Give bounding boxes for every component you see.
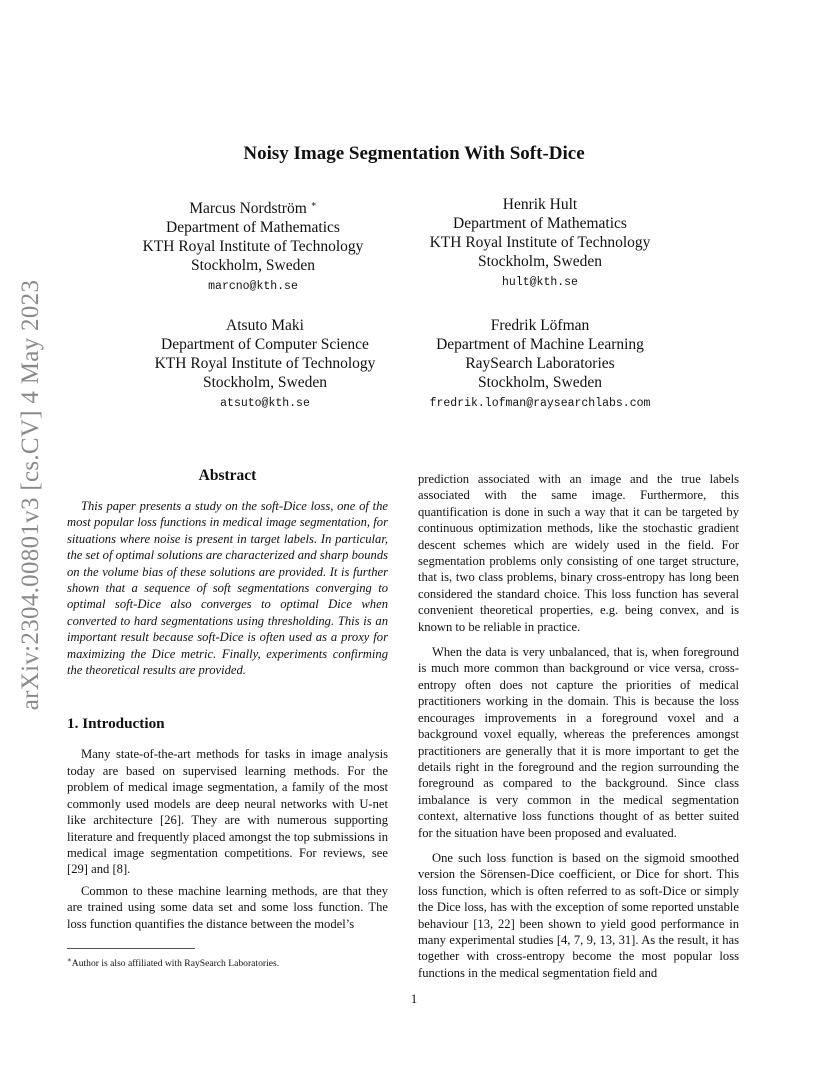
section-heading: 1. Introduction: [67, 715, 165, 733]
body-paragraph: When the data is very unbalanced, that is, when foreground is much more common than background or vice versa, cross-entropy often does not capture the priorities of medical practitioners working in the domain. This is because the loss encourages improvements in a foreground voxel and a background voxel equally, whereas the preferences amongst practitioners are generally that it is more important to get the details right in the foreground and the region surrounding the foreground as compared to the background. Since class imbalance is very common in the medical segmentation context, alternative loss functions thought of as better suited for the situation have been proposed and evaluated.: [418, 645, 739, 840]
footnote-mark: ∗: [310, 199, 317, 209]
footnote-rule: [67, 948, 195, 949]
author-block: [103, 195, 403, 295]
footnote-mark: ∗: [67, 956, 72, 964]
author-institution: RaySearch Laboratories: [465, 355, 615, 372]
arxiv-id: arXiv:2304.00801v3 [cs.CV] 4 May 2023: [17, 279, 44, 711]
paper-title: Noisy Image Segmentation With Soft-Dice: [243, 143, 585, 164]
author-dept: Department of Machine Learning: [436, 336, 644, 353]
author-email[interactable]: atsuto@kth.se: [220, 397, 310, 410]
page-number: 1: [410, 992, 418, 1006]
author-name: Henrik Hult: [502, 196, 578, 213]
footnote-text: Author is also affiliated with RaySearch Laboratories.: [71, 958, 280, 970]
author-email[interactable]: hult@kth.se: [502, 276, 578, 289]
arxiv-sidebar-stamp: [14, 200, 48, 790]
right-column: [418, 471, 739, 981]
body-paragraph: Common to these machine learning methods, are that they are trained using some data set and some loss function. The loss function quantifies the distance between the model’s: [67, 883, 388, 931]
author-institution: KTH Royal Institute of Technology: [142, 238, 364, 256]
author-dept: Department of Computer Science: [161, 336, 369, 353]
author-name: Atsuto Maki: [226, 317, 304, 334]
author-block: [390, 316, 690, 412]
author-name: Fredrik Löfman: [490, 317, 590, 334]
author-name: Marcus Nordström ∗: [189, 199, 317, 218]
footnote: [67, 954, 388, 970]
author-institution: KTH Royal Institute of Technology: [429, 234, 651, 251]
author-block: [390, 195, 690, 291]
abstract-text: This paper presents a study on the soft-Dice loss, one of the most popular loss functions in medical image segmentation, for situations where noise is present in target labels. In particular, the set of optimal solutions are characterized and sharp bounds on the volume bias of these solutions are provided. It is further shown that a sequence of soft segmentations converging to optimal soft-Dice also converges to optimal Dice when converted to hard segmentations using thresholding. This is an important result because soft-Dice is often used as a proxy for maximizing the Dice metric. Finally, experiments confirming the theoretical results are provided.: [67, 499, 389, 678]
author-city: Stockholm, Sweden: [203, 374, 327, 391]
author-city: Stockholm, Sweden: [478, 253, 602, 270]
abstract-heading: Abstract: [198, 467, 257, 484]
body-paragraph: Many state-of-the-art methods for tasks in image analysis today are based on supervised learning methods. For the problem of medical image segmentation, a family of the most commonly used models are deep neural networks with U-net like architecture [26]. They are with numerous supporting literature and frequently placed amongst the top submissions in medical image segmentation competitions. For reviews, see [29] and [8].: [67, 747, 388, 877]
author-block: [115, 316, 415, 412]
author-email[interactable]: fredrik.lofman@raysearchlabs.com: [429, 397, 651, 410]
body-paragraph: prediction associated with an image and the true labels associated with the same image. Furthermore, this quantification is done in such a way that it can be targeted by continuous optimization methods, like the stochastic gradient descent schemes which are widely used in the field. For segmentation problems only consisting of one target structure, that is, two class problems, binary cross-entropy has long been considered the standard choice. This loss function has several convenient theoretical properties, e.g. being convex, and is known to be reliable in practice.: [418, 472, 739, 634]
author-email[interactable]: marcno@kth.se: [208, 280, 298, 294]
author-dept: Department of Mathematics: [453, 215, 627, 232]
author-institution: KTH Royal Institute of Technology: [154, 355, 376, 372]
author-city: Stockholm, Sweden: [191, 257, 315, 275]
author-dept: Department of Mathematics: [166, 219, 340, 237]
body-paragraph: One such loss function is based on the sigmoid smoothed version the Sörensen-Dice coefficient, or Dice for short. This loss function, which is often referred to as soft-Dice or simply the Dice loss, has with the exception of some reported unstable behaviour [13, 22] been shown to yield good performance in many experimental studies [4, 7, 9, 13, 31]. As the result, it has together with cross-entropy become the most popular loss functions in the medical segmentation field and: [418, 850, 739, 980]
left-column: [67, 466, 388, 932]
author-city: Stockholm, Sweden: [478, 374, 602, 391]
